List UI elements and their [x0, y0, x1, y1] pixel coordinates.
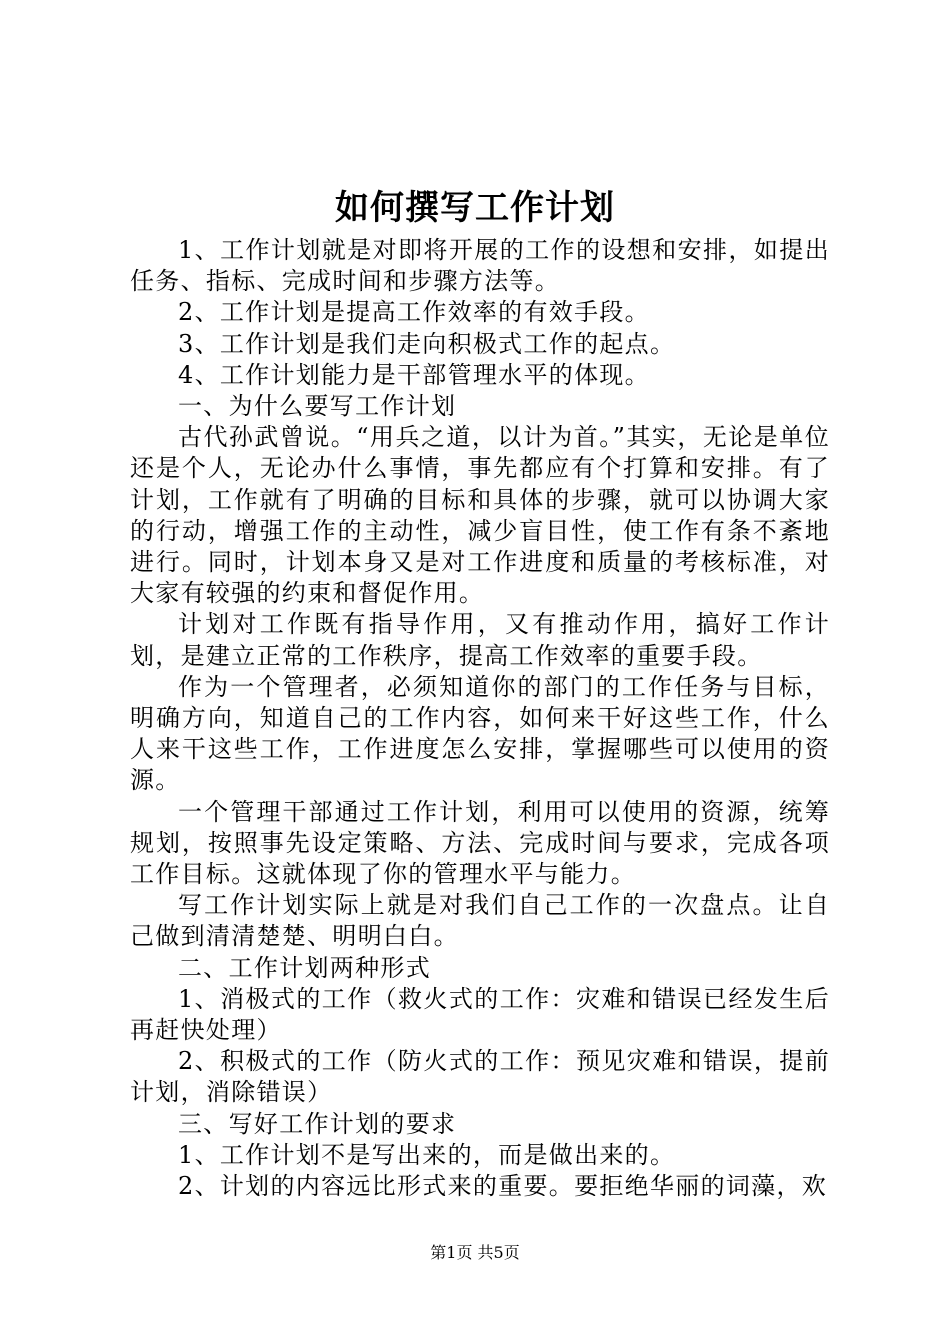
paragraph-10: 1、消极式的工作（救火式的工作：灾难和错误已经发生后再赶快处理） — [130, 984, 830, 1045]
paragraph-5: 古代孙武曾说。“用兵之道，以计为首。”其实，无论是单位还是个人，无论办什么事情，事先都应有个打算和安排。有了计划，工作就有了明确的目标和具体的步骤，就可以协调大家的行动，增强工作的主动性，减少盲目性，使工作有条不紊地进行。同时，计划本身又是对工作进度和质量的考核标准，对大家有较强的约束和督促作用。 — [130, 423, 830, 608]
section-heading-1: 一、为什么要写工作计划 — [178, 392, 457, 421]
paragraph-3: 3、工作计划是我们走向积极式工作的起点。 — [178, 329, 676, 358]
paragraph-9: 写工作计划实际上就是对我们自己工作的一次盘点。让自己做到清清楚楚、明明白白。 — [130, 891, 830, 951]
page-number-footer: 第1页 共5页 — [430, 1243, 520, 1262]
paragraph-11: 2、积极式的工作（防火式的工作：预见灾难和错误，提前计划，消除错误） — [130, 1047, 830, 1107]
paragraph-1: 1、工作计划就是对即将开展的工作的设想和安排，如提出任务、指标、完成时间和步骤方法等。 — [130, 236, 830, 296]
paragraph-6: 计划对工作既有指导作用，又有推动作用，搞好工作计划，是建立正常的工作秩序，提高工作效率的重要手段。 — [130, 610, 830, 670]
document-title: 如何撰写工作计划 — [335, 188, 615, 228]
paragraph-12: 1、工作计划不是写出来的，而是做出来的。 — [178, 1140, 676, 1169]
paragraph-7: 作为一个管理者，必须知道你的部门的工作任务与目标，明确方向，知道自己的工作内容，如何来干好这些工作，什么人来干这些工作，工作进度怎么安排，掌握哪些可以使用的资源。 — [130, 672, 830, 795]
paragraph-13: 2、计划的内容远比形式来的重要。要拒绝华丽的词藻，欢 — [178, 1172, 828, 1201]
section-heading-3: 三、写好工作计划的要求 — [178, 1109, 457, 1138]
document-body — [130, 235, 830, 1202]
paragraph-4: 4、工作计划能力是干部管理水平的体现。 — [178, 360, 650, 389]
paragraph-2: 2、工作计划是提高工作效率的有效手段。 — [178, 298, 650, 327]
section-heading-2: 二、工作计划两种形式 — [178, 953, 431, 982]
paragraph-8: 一个管理干部通过工作计划，利用可以使用的资源，统筹规划，按照事先设定策略、方法、完成时间与要求，完成各项工作目标。这就体现了你的管理水平与能力。 — [130, 797, 830, 889]
